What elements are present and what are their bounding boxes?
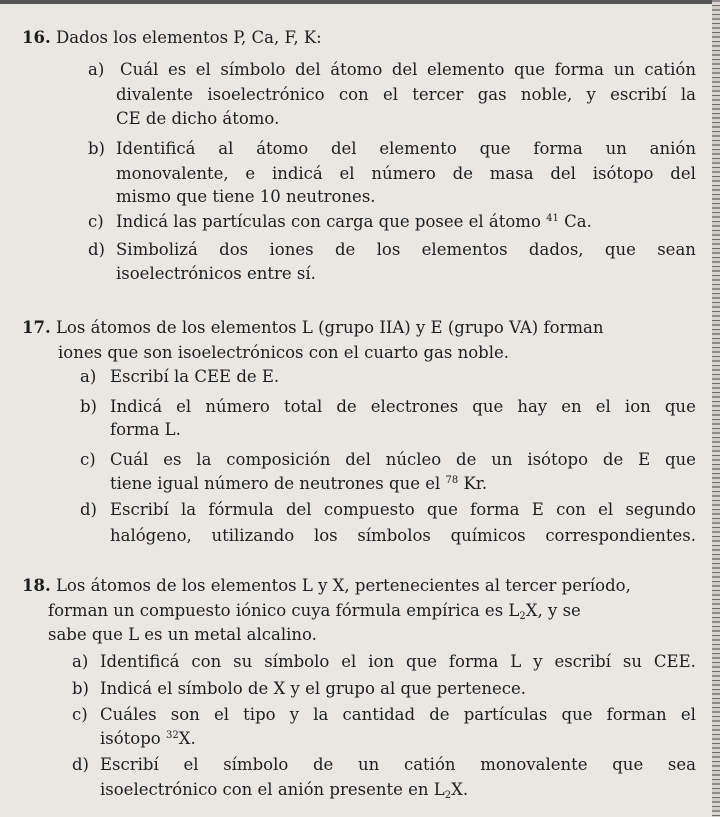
- q18b-label: b): [72, 679, 89, 698]
- q18-intro-line1: [22, 576, 631, 596]
- q16c-text: Indicá las partículas con carga que posee el átomo: [116, 212, 541, 231]
- q18a-line: Identificá con su símbolo el ion que forma L y escribí su CEE.: [100, 652, 696, 671]
- q17-intro-line2: iones que son isoelectrónicos con el cuarto gas noble.: [58, 343, 510, 362]
- q18c-symbol: X.: [178, 729, 196, 748]
- q17b-line2: forma L.: [110, 420, 181, 439]
- q17-intro-line1: [22, 318, 604, 338]
- q16-number: 16.: [22, 28, 51, 47]
- q18d-label: d): [72, 755, 89, 774]
- q18-intro-1: Los átomos de los elementos L y X, pertenecientes al tercer período,: [55, 576, 631, 595]
- q18-intro-line3: sabe que L es un metal alcalino.: [48, 625, 317, 644]
- q18d-formula-subscript: 2: [444, 790, 452, 801]
- q16a-label: a): [88, 60, 105, 79]
- q18d-line2: [100, 780, 468, 800]
- q16d-line2: isoelectrónicos entre sí.: [116, 264, 316, 283]
- q17c-line2: [110, 474, 487, 494]
- q16b-line2: monovalente, e indicá el número de masa del isótopo del: [116, 164, 696, 183]
- q18c-line2: [100, 729, 196, 749]
- q18d-line1: Escribí el símbolo de un catión monovalente que sea: [100, 755, 696, 774]
- q18d-text: isoelectrónico con el anión presente en: [100, 780, 429, 799]
- q18-intro-2: forman un compuesto iónico cuya fórmula empírica es: [48, 601, 504, 620]
- q18b-line: Indicá el símbolo de X y el grupo al que pertenece.: [100, 679, 526, 698]
- q16a-line2: divalente isoelectrónico con el tercer gas noble, y escribí la: [116, 85, 696, 104]
- q17-number: 17.: [22, 318, 51, 337]
- q18d-formula-L: L: [433, 780, 445, 799]
- q18-number: 18.: [22, 576, 51, 595]
- q18-formula-L: L: [508, 601, 520, 620]
- q16b-label: b): [88, 139, 105, 158]
- q17c-line1: Cuál es la composición del núcleo de un isótopo de E que: [110, 450, 696, 469]
- q16b-line1: Identificá al átomo del elemento que forma un anión: [116, 139, 696, 158]
- q16-intro: Dados los elementos P, Ca, F, K:: [55, 28, 322, 47]
- q17d-label: d): [80, 500, 97, 519]
- q18c-line1: Cuáles son el tipo y la cantidad de partículas que forman el: [100, 705, 696, 724]
- q17c-label: c): [80, 450, 96, 469]
- q16a-line1: Cuál es el símbolo del átomo del elemento que forma un catión: [120, 60, 696, 79]
- q16c-mass-number: 41: [546, 213, 559, 224]
- q16c-symbol: Ca.: [564, 212, 592, 231]
- q17c-text: tiene igual número de neutrones que el: [110, 474, 441, 493]
- q16b-line3: mismo que tiene 10 neutrones.: [116, 187, 376, 206]
- q16c-line: [116, 212, 592, 232]
- q18c-label: c): [72, 705, 88, 724]
- q17-intro-1: Los átomos de los elementos L (grupo IIA) y E (grupo VA) forman: [55, 318, 604, 337]
- q18a-label: a): [72, 652, 89, 671]
- q17a-line: Escribí la CEE de E.: [110, 367, 280, 386]
- page-edge: [712, 0, 720, 817]
- q16-intro-line: [22, 28, 322, 48]
- q18-intro-tail: X, y se: [525, 601, 581, 620]
- q17c-symbol: Kr.: [463, 474, 488, 493]
- q17b-label: b): [80, 397, 97, 416]
- q16d-line1: Simbolizá dos iones de los elementos dados, que sean: [116, 240, 696, 259]
- q17d-line2: halógeno, utilizando los símbolos químicos correspondientes.: [110, 526, 696, 545]
- q16a-line3: CE de dicho átomo.: [116, 109, 280, 128]
- q18-intro-line2: [48, 601, 581, 621]
- q17a-label: a): [80, 367, 97, 386]
- q18-formula-subscript: 2: [519, 611, 526, 622]
- q17c-mass-number: 78: [445, 475, 459, 486]
- q18d-formula-X: X.: [451, 780, 469, 799]
- q16c-label: c): [88, 212, 104, 231]
- q18c-text: isótopo: [100, 729, 161, 748]
- q16d-label: d): [88, 240, 105, 259]
- q17d-line1: Escribí la fórmula del compuesto que forma E con el segundo: [110, 500, 696, 519]
- q18c-mass-number: 32: [166, 730, 179, 741]
- q17b-line1: Indicá el número total de electrones que hay en el ion que: [110, 397, 696, 416]
